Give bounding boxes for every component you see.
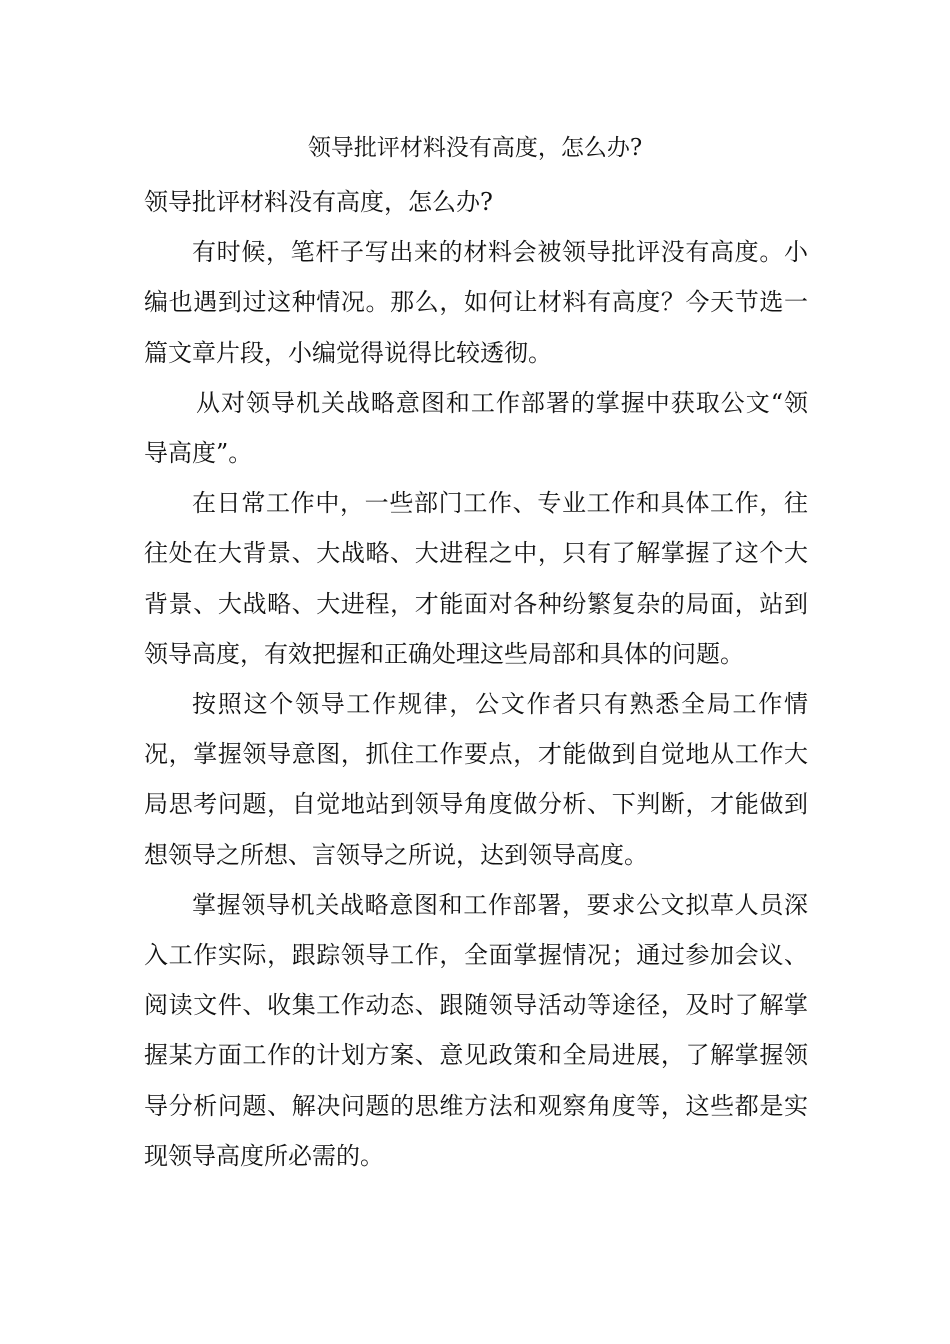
body-paragraph-5: 掌握领导机关战略意图和工作部署，要求公文拟草人员深入工作实际，跟踪领导工作，全面掌握情况；通过参加会议、阅读文件、收集工作动态、跟随领导活动等途径，及时了解掌握某方面工作的计划方案、意见政策和全局进展，了解掌握领导分析问题、解决问题的思维方法和观察角度等，这些都是实现领导高度所必需的。 <box>144 890 808 1170</box>
body-paragraph-3: 在日常工作中，一些部门工作、专业工作和具体工作，往往处在大背景、大战略、大进程之中，只有了解掌握了这个大背景、大战略、大进程，才能面对各种纷繁复杂的局面，站到领导高度，有效把握和正确处理这些局部和具体的问题。 <box>144 489 808 668</box>
body-paragraph-1: 有时候，笔杆子写出来的材料会被领导批评没有高度。小编也遇到过这种情况。那么，如何让材料有高度？今天节选一篇文章片段，小编觉得说得比较透彻。 <box>144 238 808 367</box>
body-paragraph-4: 按照这个领导工作规律，公文作者只有熟悉全局工作情况，掌握领导意图，抓住工作要点，才能做到自觉地从工作大局思考问题，自觉地站到领导角度做分析、下判断，才能做到想领导之所想、言领导之所说，达到领导高度。 <box>144 690 808 869</box>
body-paragraph-2: 从对领导机关战略意图和工作部署的掌握中获取公文“领导高度”。 <box>144 388 808 468</box>
document-body <box>144 177 808 1181</box>
subtitle-paragraph: 领导批评材料没有高度，怎么办? <box>144 188 493 216</box>
document-title: 领导批评材料没有高度，怎么办? <box>307 135 643 161</box>
